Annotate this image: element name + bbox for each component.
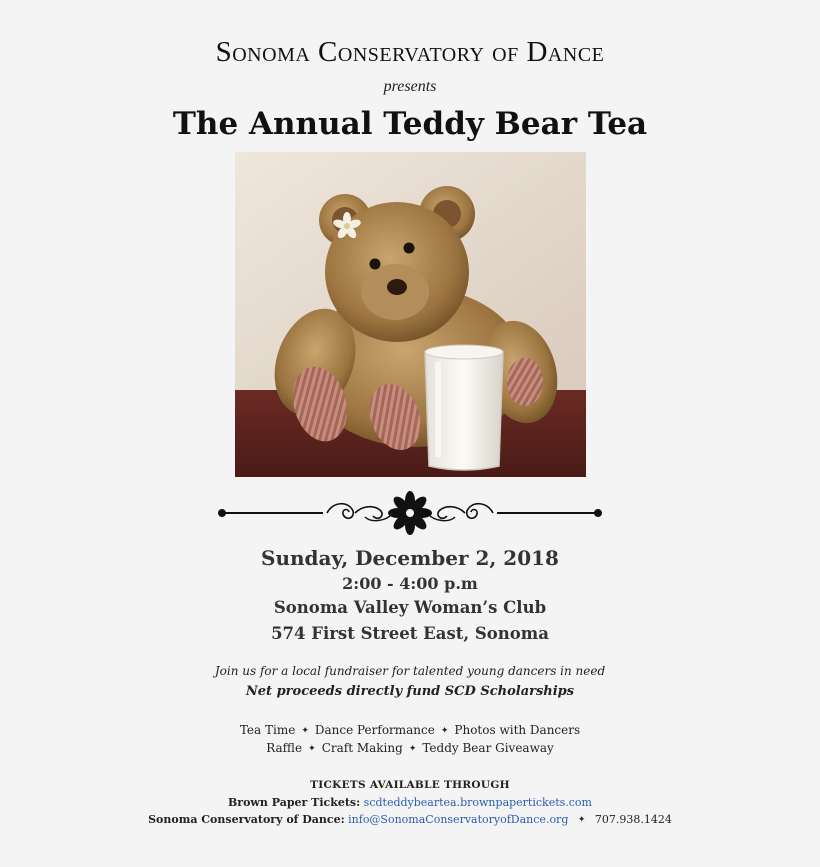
event-address: 574 First Street East, Sonoma bbox=[271, 624, 549, 643]
activities-row-2 bbox=[0, 741, 820, 755]
activity-item: Teddy Bear Giveaway bbox=[422, 741, 554, 755]
activity-item: Raffle bbox=[266, 741, 303, 755]
event-date: Sunday, December 2, 2018 bbox=[261, 546, 559, 570]
ornamental-divider bbox=[215, 487, 605, 539]
separator-icon: ✦ bbox=[301, 726, 309, 736]
scd-phone: 707.938.1424 bbox=[594, 813, 672, 826]
separator-icon: ✦ bbox=[577, 815, 586, 825]
event-time: 2:00 - 4:00 p.m bbox=[342, 574, 478, 593]
teddy-bear-photo bbox=[235, 152, 586, 477]
event-title: The Annual Teddy Bear Tea bbox=[172, 106, 648, 142]
activity-item: Craft Making bbox=[321, 741, 403, 755]
event-venue: Sonoma Valley Woman’s Club bbox=[273, 598, 547, 617]
brown-paper-tickets-line bbox=[0, 796, 820, 809]
activity-item: Tea Time bbox=[239, 723, 296, 737]
scholarship-note: Net proceeds directly fund SCD Scholarships bbox=[245, 684, 575, 699]
separator-icon: ✦ bbox=[408, 744, 417, 754]
bpt-link[interactable]: scdteddybeartea.brownpapertickets.com bbox=[363, 796, 592, 809]
bpt-label: Brown Paper Tickets: bbox=[228, 796, 361, 809]
activity-item: Dance Performance bbox=[314, 723, 435, 737]
activities-row-1 bbox=[0, 723, 820, 737]
activity-item: Photos with Dancers bbox=[454, 723, 581, 737]
separator-icon: ✦ bbox=[440, 726, 449, 736]
separator-icon: ✦ bbox=[308, 744, 316, 754]
scd-contact-line bbox=[0, 813, 820, 826]
organization-name: Sonoma Conservatory of Dance bbox=[215, 36, 605, 68]
presents-line: presents bbox=[383, 78, 437, 95]
fundraiser-description: Join us for a local fundraiser for talented young dancers in need bbox=[214, 664, 606, 678]
scd-label: Sonoma Conservatory of Dance: bbox=[148, 813, 345, 826]
tickets-heading: TICKETS AVAILABLE THROUGH bbox=[310, 779, 510, 791]
scd-email-link[interactable]: info@SonomaConservatoryofDance.org bbox=[348, 813, 569, 826]
